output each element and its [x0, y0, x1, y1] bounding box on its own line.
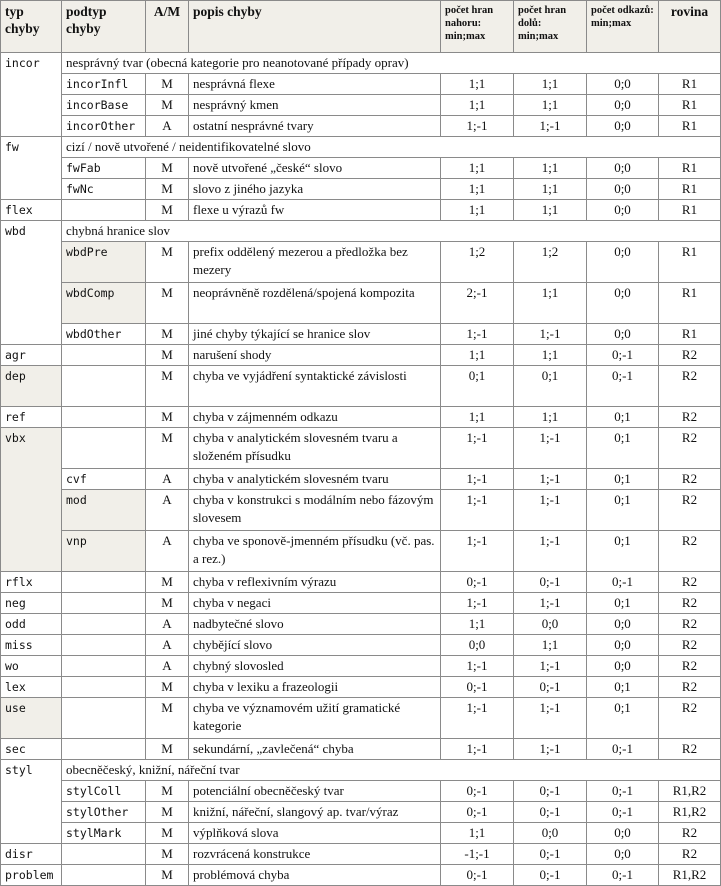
level-cell: R2: [659, 614, 721, 635]
edges-up-cell: 1;1: [441, 74, 514, 95]
table-row: [1, 635, 721, 656]
edges-up-cell: 1;1: [441, 823, 514, 844]
description-cell: narušení shody: [189, 345, 441, 366]
am-cell: M: [146, 823, 189, 844]
edges-up-cell: 1;-1: [441, 324, 514, 345]
am-cell: M: [146, 593, 189, 614]
references-cell: 0;1: [587, 593, 659, 614]
level-cell: R2: [659, 366, 721, 407]
error-subtype-cell: mod: [62, 490, 146, 531]
edges-down-cell: 1;1: [514, 345, 587, 366]
description-cell: flexe u výrazů fw: [189, 200, 441, 221]
table-row: [1, 802, 721, 823]
table-row: [1, 823, 721, 844]
category-description-cell: chybná hranice slov: [62, 221, 721, 242]
table-row: [1, 760, 721, 781]
edges-up-cell: 0;-1: [441, 677, 514, 698]
references-cell: 0;0: [587, 823, 659, 844]
am-cell: M: [146, 200, 189, 221]
level-cell: R2: [659, 844, 721, 865]
level-cell: R1: [659, 74, 721, 95]
table-row: [1, 345, 721, 366]
edges-up-cell: 1;2: [441, 242, 514, 283]
edges-down-cell: 1;-1: [514, 531, 587, 572]
level-cell: R2: [659, 635, 721, 656]
references-cell: 0;0: [587, 324, 659, 345]
error-subtype-cell: [62, 698, 146, 739]
description-cell: slovo z jiného jazyka: [189, 179, 441, 200]
description-cell: chyba v analytickém slovesném tvaru: [189, 469, 441, 490]
level-cell: R1: [659, 242, 721, 283]
description-cell: nadbytečné slovo: [189, 614, 441, 635]
references-cell: 0;0: [587, 179, 659, 200]
error-subtype-cell: cvf: [62, 469, 146, 490]
references-cell: 0;0: [587, 242, 659, 283]
table-row: [1, 677, 721, 698]
description-cell: chyba ve sponově-jmenném přísudku (vč. pas. a rez.): [189, 531, 441, 572]
error-subtype-cell: fwNc: [62, 179, 146, 200]
table-row: [1, 324, 721, 345]
am-cell: M: [146, 179, 189, 200]
error-subtype-cell: [62, 345, 146, 366]
description-cell: nově utvořené „české“ slovo: [189, 158, 441, 179]
table-row: [1, 53, 721, 74]
references-cell: 0;0: [587, 614, 659, 635]
category-description-cell: obecněčeský, knižní, nářeční tvar: [62, 760, 721, 781]
category-description-cell: nesprávný tvar (obecná kategorie pro neanotované případy oprav): [62, 53, 721, 74]
error-type-cell: dep: [1, 366, 62, 407]
description-cell: nesprávný kmen: [189, 95, 441, 116]
am-cell: M: [146, 428, 189, 469]
edges-down-cell: 1;-1: [514, 469, 587, 490]
edges-up-cell: 1;-1: [441, 593, 514, 614]
error-type-cell: wbd: [1, 221, 62, 345]
edges-down-cell: 1;2: [514, 242, 587, 283]
am-cell: M: [146, 865, 189, 886]
level-cell: R1: [659, 179, 721, 200]
level-cell: R1: [659, 95, 721, 116]
edges-up-cell: 0;0: [441, 635, 514, 656]
table-row: [1, 572, 721, 593]
header-dolu: počet hran dolů: min;max: [514, 1, 587, 53]
edges-down-cell: 1;1: [514, 95, 587, 116]
edges-up-cell: -1;-1: [441, 844, 514, 865]
error-type-cell: vbx: [1, 428, 62, 572]
table-row: [1, 739, 721, 760]
error-type-cell: wo: [1, 656, 62, 677]
edges-down-cell: 1;-1: [514, 116, 587, 137]
references-cell: 0;0: [587, 656, 659, 677]
table-body: [1, 53, 721, 886]
edges-up-cell: 1;-1: [441, 490, 514, 531]
level-cell: R1,R2: [659, 781, 721, 802]
error-subtype-cell: [62, 865, 146, 886]
level-cell: R1,R2: [659, 802, 721, 823]
am-cell: M: [146, 407, 189, 428]
error-subtype-cell: fwFab: [62, 158, 146, 179]
error-type-cell: styl: [1, 760, 62, 844]
edges-down-cell: 0;0: [514, 614, 587, 635]
description-cell: chyba v negaci: [189, 593, 441, 614]
am-cell: A: [146, 635, 189, 656]
references-cell: 0;0: [587, 283, 659, 324]
edges-up-cell: 1;-1: [441, 428, 514, 469]
edges-down-cell: 1;-1: [514, 656, 587, 677]
edges-up-cell: 2;-1: [441, 283, 514, 324]
references-cell: 0;-1: [587, 865, 659, 886]
table-row: [1, 283, 721, 324]
description-cell: chyba v analytickém slovesném tvaru a složeném přísudku: [189, 428, 441, 469]
edges-down-cell: 1;1: [514, 407, 587, 428]
level-cell: R2: [659, 345, 721, 366]
table-row: [1, 242, 721, 283]
error-type-cell: lex: [1, 677, 62, 698]
edges-up-cell: 0;-1: [441, 572, 514, 593]
error-subtype-cell: [62, 635, 146, 656]
edges-down-cell: 0;-1: [514, 677, 587, 698]
references-cell: 0;0: [587, 844, 659, 865]
description-cell: chyba v zájmenném odkazu: [189, 407, 441, 428]
description-cell: problémová chyba: [189, 865, 441, 886]
level-cell: R2: [659, 593, 721, 614]
level-cell: R2: [659, 572, 721, 593]
references-cell: 0;0: [587, 116, 659, 137]
level-cell: R2: [659, 490, 721, 531]
error-subtype-cell: vnp: [62, 531, 146, 572]
am-cell: M: [146, 158, 189, 179]
table-row: [1, 656, 721, 677]
error-subtype-cell: wbdOther: [62, 324, 146, 345]
description-cell: prefix oddělený mezerou a předložka bez mezery: [189, 242, 441, 283]
references-cell: 0;1: [587, 677, 659, 698]
references-cell: 0;-1: [587, 366, 659, 407]
edges-up-cell: 0;-1: [441, 802, 514, 823]
level-cell: R1: [659, 116, 721, 137]
error-type-cell: miss: [1, 635, 62, 656]
error-subtype-cell: wbdPre: [62, 242, 146, 283]
level-cell: R1: [659, 158, 721, 179]
references-cell: 0;1: [587, 698, 659, 739]
table-row: [1, 490, 721, 531]
edges-up-cell: 1;1: [441, 158, 514, 179]
level-cell: R1: [659, 283, 721, 324]
edges-up-cell: 1;-1: [441, 469, 514, 490]
header-row: [1, 1, 721, 53]
error-subtype-cell: wbdComp: [62, 283, 146, 324]
table-row: [1, 366, 721, 407]
edges-down-cell: 0;-1: [514, 572, 587, 593]
table-row: [1, 865, 721, 886]
level-cell: R2: [659, 407, 721, 428]
references-cell: 0;0: [587, 200, 659, 221]
am-cell: M: [146, 781, 189, 802]
description-cell: ostatní nesprávné tvary: [189, 116, 441, 137]
table-row: [1, 593, 721, 614]
edges-down-cell: 1;1: [514, 179, 587, 200]
description-cell: chyba v reflexivním výrazu: [189, 572, 441, 593]
error-type-cell: odd: [1, 614, 62, 635]
category-description-cell: cizí / nově utvořené / neidentifikovatelné slovo: [62, 137, 721, 158]
table-row: [1, 179, 721, 200]
table-row: [1, 116, 721, 137]
description-cell: sekundární, „zavlečená“ chyba: [189, 739, 441, 760]
edges-up-cell: 1;-1: [441, 698, 514, 739]
am-cell: M: [146, 802, 189, 823]
references-cell: 0;-1: [587, 345, 659, 366]
am-cell: M: [146, 844, 189, 865]
edges-up-cell: 0;-1: [441, 781, 514, 802]
error-subtype-cell: [62, 656, 146, 677]
table-row: [1, 844, 721, 865]
table-row: [1, 428, 721, 469]
error-type-cell: problem: [1, 865, 62, 886]
edges-down-cell: 0;1: [514, 366, 587, 407]
description-cell: jiné chyby týkající se hranice slov: [189, 324, 441, 345]
edges-down-cell: 0;-1: [514, 781, 587, 802]
table-row: [1, 137, 721, 158]
references-cell: 0;1: [587, 531, 659, 572]
edges-down-cell: 1;1: [514, 283, 587, 324]
am-cell: M: [146, 242, 189, 283]
level-cell: R2: [659, 677, 721, 698]
error-subtype-cell: [62, 200, 146, 221]
description-cell: výplňková slova: [189, 823, 441, 844]
level-cell: R2: [659, 656, 721, 677]
error-subtype-cell: stylMark: [62, 823, 146, 844]
edges-down-cell: 1;1: [514, 635, 587, 656]
references-cell: 0;0: [587, 158, 659, 179]
references-cell: 0;1: [587, 428, 659, 469]
error-subtype-cell: [62, 428, 146, 469]
am-cell: M: [146, 366, 189, 407]
description-cell: chyba ve významovém užití gramatické kategorie: [189, 698, 441, 739]
error-type-cell: agr: [1, 345, 62, 366]
references-cell: 0;0: [587, 95, 659, 116]
error-subtype-cell: [62, 677, 146, 698]
am-cell: A: [146, 116, 189, 137]
edges-up-cell: 1;-1: [441, 531, 514, 572]
level-cell: R2: [659, 469, 721, 490]
error-type-cell: ref: [1, 407, 62, 428]
am-cell: A: [146, 614, 189, 635]
description-cell: chyba v lexiku a frazeologii: [189, 677, 441, 698]
error-subtype-cell: incorBase: [62, 95, 146, 116]
edges-up-cell: 1;1: [441, 345, 514, 366]
table-row: [1, 531, 721, 572]
am-cell: A: [146, 490, 189, 531]
level-cell: R2: [659, 428, 721, 469]
references-cell: 0;-1: [587, 572, 659, 593]
error-type-cell: rflx: [1, 572, 62, 593]
level-cell: R2: [659, 698, 721, 739]
level-cell: R2: [659, 823, 721, 844]
header-nahoru: počet hran nahoru: min;max: [441, 1, 514, 53]
table-row: [1, 407, 721, 428]
level-cell: R2: [659, 739, 721, 760]
table-row: [1, 158, 721, 179]
am-cell: M: [146, 677, 189, 698]
error-subtype-cell: [62, 366, 146, 407]
table-row: [1, 614, 721, 635]
description-cell: knižní, nářeční, slangový ap. tvar/výraz: [189, 802, 441, 823]
header-odkazu: počet odkazů: min;max: [587, 1, 659, 53]
error-type-cell: incor: [1, 53, 62, 137]
edges-up-cell: 0;1: [441, 366, 514, 407]
error-type-cell: fw: [1, 137, 62, 200]
am-cell: A: [146, 656, 189, 677]
references-cell: 0;-1: [587, 739, 659, 760]
edges-down-cell: 1;-1: [514, 593, 587, 614]
error-type-cell: neg: [1, 593, 62, 614]
am-cell: M: [146, 572, 189, 593]
table-row: [1, 781, 721, 802]
edges-up-cell: 1;1: [441, 407, 514, 428]
edges-down-cell: 1;-1: [514, 739, 587, 760]
error-subtype-cell: incorOther: [62, 116, 146, 137]
references-cell: 0;-1: [587, 781, 659, 802]
am-cell: M: [146, 95, 189, 116]
am-cell: M: [146, 698, 189, 739]
description-cell: chybný slovosled: [189, 656, 441, 677]
edges-up-cell: 0;-1: [441, 865, 514, 886]
am-cell: M: [146, 345, 189, 366]
edges-down-cell: 0;0: [514, 823, 587, 844]
edges-up-cell: 1;1: [441, 200, 514, 221]
references-cell: 0;-1: [587, 802, 659, 823]
table-row: [1, 200, 721, 221]
edges-down-cell: 1;1: [514, 74, 587, 95]
edges-up-cell: 1;1: [441, 95, 514, 116]
header-rovina: rovina: [659, 1, 721, 53]
error-type-cell: disr: [1, 844, 62, 865]
references-cell: 0;1: [587, 407, 659, 428]
error-subtype-cell: stylColl: [62, 781, 146, 802]
edges-down-cell: 0;-1: [514, 802, 587, 823]
error-subtype-cell: incorInfl: [62, 74, 146, 95]
references-cell: 0;1: [587, 490, 659, 531]
error-subtype-cell: [62, 844, 146, 865]
error-subtype-cell: [62, 614, 146, 635]
table-row: [1, 221, 721, 242]
description-cell: chyba v konstrukci s modálním nebo fázovým slovesem: [189, 490, 441, 531]
edges-up-cell: 1;-1: [441, 116, 514, 137]
am-cell: A: [146, 531, 189, 572]
edges-up-cell: 1;1: [441, 179, 514, 200]
edges-down-cell: 0;-1: [514, 865, 587, 886]
table-row: [1, 95, 721, 116]
level-cell: R1: [659, 324, 721, 345]
header-am: A/M: [146, 1, 189, 53]
edges-up-cell: 1;-1: [441, 656, 514, 677]
description-cell: neoprávněně rozdělená/spojená kompozita: [189, 283, 441, 324]
level-cell: R1,R2: [659, 865, 721, 886]
edges-up-cell: 1;1: [441, 614, 514, 635]
references-cell: 0;0: [587, 635, 659, 656]
error-subtype-cell: [62, 572, 146, 593]
references-cell: 0;0: [587, 74, 659, 95]
error-type-cell: sec: [1, 739, 62, 760]
edges-down-cell: 1;1: [514, 200, 587, 221]
table-row: [1, 74, 721, 95]
edges-down-cell: 1;-1: [514, 324, 587, 345]
error-subtype-cell: stylOther: [62, 802, 146, 823]
table-row: [1, 469, 721, 490]
level-cell: R1: [659, 200, 721, 221]
description-cell: chyba ve vyjádření syntaktické závislosti: [189, 366, 441, 407]
header-popis: popis chyby: [189, 1, 441, 53]
am-cell: M: [146, 324, 189, 345]
level-cell: R2: [659, 531, 721, 572]
am-cell: A: [146, 469, 189, 490]
header-typ: typ chyby: [1, 1, 62, 53]
error-subtype-cell: [62, 739, 146, 760]
error-type-cell: flex: [1, 200, 62, 221]
edges-up-cell: 1;-1: [441, 739, 514, 760]
edges-down-cell: 0;-1: [514, 844, 587, 865]
description-cell: chybějící slovo: [189, 635, 441, 656]
table-row: [1, 698, 721, 739]
error-subtype-cell: [62, 407, 146, 428]
error-subtype-cell: [62, 593, 146, 614]
description-cell: nesprávná flexe: [189, 74, 441, 95]
am-cell: M: [146, 283, 189, 324]
am-cell: M: [146, 74, 189, 95]
edges-down-cell: 1;-1: [514, 698, 587, 739]
error-type-cell: use: [1, 698, 62, 739]
edges-down-cell: 1;1: [514, 158, 587, 179]
edges-down-cell: 1;-1: [514, 428, 587, 469]
edges-down-cell: 1;-1: [514, 490, 587, 531]
am-cell: M: [146, 739, 189, 760]
references-cell: 0;1: [587, 469, 659, 490]
description-cell: rozvrácená konstrukce: [189, 844, 441, 865]
header-podtyp: podtyp chyby: [62, 1, 146, 53]
description-cell: potenciální obecněčeský tvar: [189, 781, 441, 802]
